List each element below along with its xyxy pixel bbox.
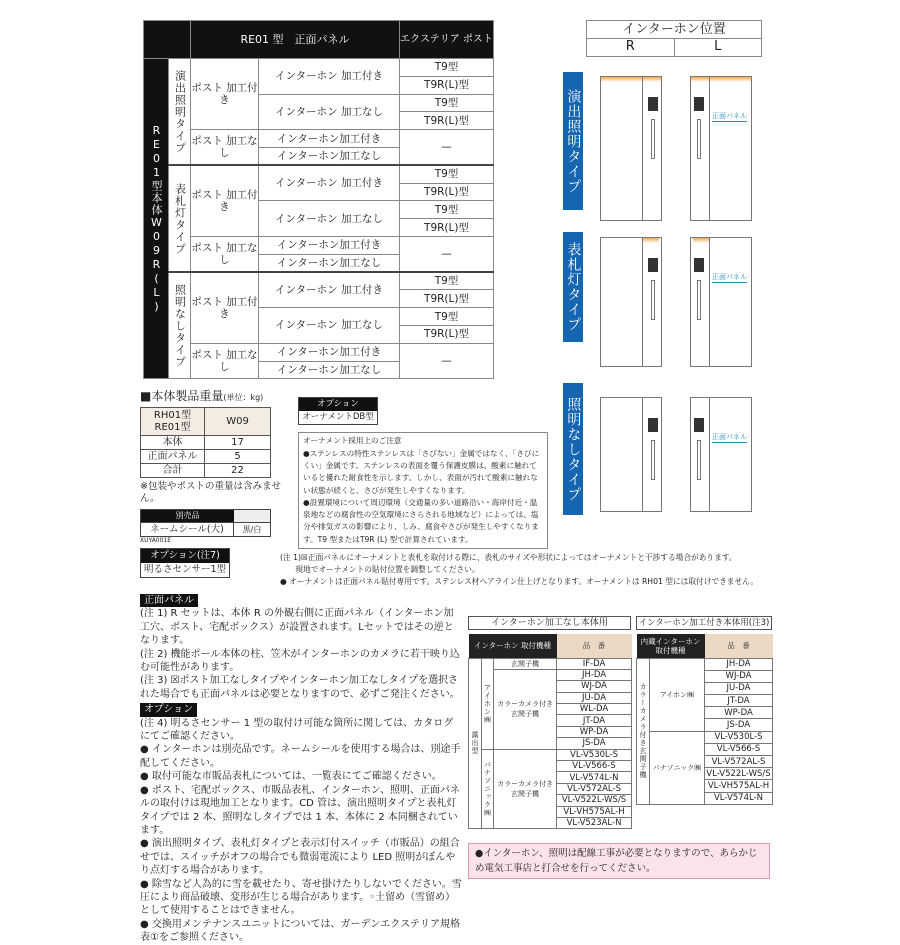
option-note: ● インターホンは別売品です。ネームシールを使用する場合は、別途手配してください。 — [140, 744, 461, 769]
intercom-with-cell: インターホン加工付き — [259, 343, 400, 361]
type-tab: 演出照明タイプ — [563, 72, 583, 210]
option-note: ● 除雪など人為的に雪を載せたり、寄せ掛けたりしないでください。雪圧により商品破壊、変形が生じる場合があります。◦土留め（雪留め）として使用することはできません。 — [140, 878, 462, 917]
post-t9: T9型 — [400, 165, 494, 183]
type-tab: 照明なしタイプ — [563, 383, 583, 515]
post-without-cell: ポスト 加工なし — [191, 343, 259, 379]
part-number: VL-V530L-S — [705, 731, 773, 743]
panel-spec-table — [143, 20, 494, 379]
table-row — [144, 236, 494, 254]
intercom-with-cell: インターホン 加工付き — [259, 165, 400, 201]
front-panel-header: 正面パネル — [140, 594, 198, 607]
position-title: インターホン位置 — [587, 21, 761, 39]
sold-item: ネームシール(大) — [141, 523, 234, 536]
intercom-with-cell: インターホン加工付き — [259, 130, 400, 148]
post-t9r: T9R(L)型 — [400, 76, 494, 94]
ornament-note: (注 1)☒正面パネルにオーナメントと表札を取付ける際に、表札のサイズや形状によってはオーナメントと干渉する場合があります。 — [280, 553, 737, 563]
part-number: IF-DA — [557, 658, 632, 669]
part-number: VL-V574L-N — [557, 772, 632, 783]
part-number: VL-V522L-WS/S — [706, 768, 771, 779]
part-number: JT-DA — [705, 695, 773, 707]
part-number: WL-DA — [557, 704, 632, 715]
weight-note: ※包装やポストの重量は含みません。 — [140, 481, 281, 505]
option-note: ● 交換用メンテナンスユニットについては、ガーデンエクステリア規格表①をご参照ください。 — [140, 918, 461, 944]
mount-cell: 露出型 — [469, 658, 482, 829]
weight-unit: (単位：kg) — [223, 393, 264, 403]
option-db-box — [298, 397, 378, 425]
intercom-section — [468, 616, 772, 879]
part-number: JT-DA — [557, 715, 632, 726]
post-t9: T9型 — [400, 59, 494, 77]
type-tab: 表札灯タイプ — [563, 232, 583, 342]
col-header: 品 番 — [557, 634, 632, 658]
intercom-tables — [468, 616, 772, 829]
wiring-note: ●インターホン、照明は配線工事が必要となりますので、あらかじめ電気工事店と打合せを行ってください。 — [468, 843, 770, 879]
post-without-cell: ポスト 加工なし — [191, 236, 259, 272]
table-row — [144, 59, 494, 77]
post-t9r: T9R(L)型 — [400, 219, 494, 237]
post-t9r: T9R(L)型 — [400, 325, 494, 343]
intercom-with-cell: インターホン加工付き — [259, 236, 400, 254]
option7-box — [140, 548, 230, 578]
table-row — [144, 165, 494, 183]
option-db-item: オーナメントDB型 — [302, 412, 374, 423]
post-t9: T9型 — [400, 94, 494, 112]
kind-cell: 玄関子機 — [494, 658, 557, 669]
part-number: JH-DA — [557, 669, 632, 680]
weight-h1: RH01型 RE01型 — [141, 408, 205, 436]
ornament-note: ● オーナメントは正面パネル貼付専用です。ステンレス材ヘアライン仕上げとなります。オーナメントは RH01 型には取付けできません。 — [280, 577, 759, 587]
caution-p2: ●設置環境について周辺環境（交通量の多い道路沿い・海岸付近・温泉地などの腐食性の空気環境にさらされる地域など）によっては、塩分や排気ガスの影響により、しみ、腐食やさびが発生しやすくなります。T9 型またはT9R (L) 型で計算されています。 — [303, 497, 539, 544]
part-number: VL-VH575AL-H — [705, 780, 773, 792]
part-number: VL-VH575AL-H — [557, 806, 632, 817]
panel-label: 正面パネル — [712, 112, 747, 120]
part-number: JU-DA — [557, 692, 632, 703]
part-number: WP-DA — [557, 726, 632, 737]
part-number: VL-V566-S — [705, 743, 773, 755]
option-note: ● 演出照明タイプ、表札灯タイプと表示灯付スイッチ（市販品）の組合せでは、スイッチがオフの場合でも微弱電流により LED 照明がぼんやり点灯する場合があります。 — [140, 838, 460, 877]
table-row — [637, 731, 773, 743]
table-row — [144, 272, 494, 290]
header-panel: RE01 型 正面パネル — [191, 21, 400, 59]
part-number: JH-DA — [705, 658, 773, 670]
weight-value: 22 — [205, 464, 271, 478]
panel-label: 正面パネル — [712, 273, 747, 281]
body-label: RE01型本体W09R(L) — [144, 59, 169, 379]
weight-label: 正面パネル — [141, 450, 205, 464]
part-number: VL-V523AL-N — [557, 817, 632, 828]
notes-section — [140, 594, 462, 945]
post-none: — — [400, 236, 494, 272]
intercom-none-title: インターホン加工なし本体用 — [468, 616, 631, 630]
sold-code: XUYA001E — [140, 537, 172, 545]
sold-color: 黒/白 — [242, 525, 262, 535]
sold-separately-table — [140, 509, 271, 537]
option-note: ● ポスト、宅配ボックス、市販品表札、インターホン、照明、正面パネルの取付けは現地加工となります。CD 管は、演出照明タイプと表札灯タイプでは 2 本、照明なしタイプでは 1 本、本体に 2 本同梱されています。 — [140, 784, 461, 836]
ornament-note: 現地でオーナメントの貼付位置を調整してください。 — [280, 565, 480, 575]
position-l: L — [714, 39, 722, 54]
intercom-with-block — [636, 616, 772, 805]
kind-cell: カラーカメラ付き 玄関子機 — [494, 669, 557, 749]
intercom-without-cell: インターホン 加工なし — [259, 94, 400, 130]
table-row — [469, 749, 632, 760]
maker-cell: パナソニック㈱ — [650, 731, 705, 804]
part-number: WJ-DA — [557, 681, 632, 692]
intercom-without-cell: インターホン加工なし — [259, 361, 400, 379]
maker-cell: パナソニック㈱ — [482, 749, 494, 829]
weight-title — [140, 389, 290, 405]
maker-cell: アイホン㈱ — [482, 658, 494, 749]
type-label: 照明なしタイプ — [169, 272, 191, 379]
caution-p1: ●ステンレスの特性ステンレスは「さびない」金属ではなく、「さびにくい」金属です。ステンレスの表面を覆う保護皮膜は、酸素に触れていると優れた耐食性を示します。しかし、表面が汚れて酸素に触れない状態が続くと、さびが発生しやすくなります。 — [303, 448, 540, 495]
caution-title: オーナメント採用上のご注意 — [303, 436, 402, 446]
maker-cell: アイホン㈱ — [650, 658, 705, 731]
corner-cell — [144, 21, 191, 59]
type-label: 表札灯タイプ — [169, 165, 191, 272]
document-body — [140, 20, 780, 945]
post-t9: T9型 — [400, 272, 494, 290]
weight-value: 5 — [205, 450, 271, 464]
weight-label: 本体 — [141, 436, 205, 450]
weight-table — [140, 407, 271, 478]
post-t9r: T9R(L)型 — [400, 112, 494, 130]
post-none: — — [400, 130, 494, 166]
intercom-none-block — [468, 616, 631, 829]
post-t9r: T9R(L)型 — [400, 290, 494, 308]
middle-section — [140, 389, 780, 588]
intercom-without-cell: インターホン 加工なし — [259, 308, 400, 344]
sold-header: 別売品 — [141, 510, 234, 522]
part-number: VL-V566-S — [557, 761, 632, 772]
front-panel-note: (注 2) 機能ポール本体の柱、笠木がインターホンのカメラに若干映り込む可能性があります。 — [140, 648, 460, 674]
weight-column — [140, 389, 290, 578]
post-with-cell: ポスト 加工付き — [191, 59, 259, 130]
weight-label: 合計 — [141, 464, 205, 478]
ornament-notes — [280, 552, 780, 588]
post-t9: T9型 — [400, 201, 494, 219]
option-note: ● 取付可能な市販品表札については、一覧表にてご確認ください。 — [140, 771, 442, 783]
intercom-without-cell: インターホン加工なし — [259, 254, 400, 272]
part-number: VL-V522L-WS/S — [557, 795, 632, 806]
post-without-cell: ポスト 加工なし — [191, 130, 259, 166]
front-panel-note: (注 1) R セットは、本体 R の外観右側に正面パネル（インターホン加工穴、ポスト、宅配ボックス）が設置されます。Lセットではその逆となります。 — [140, 608, 454, 647]
post-t9r: T9R(L)型 — [400, 183, 494, 201]
option-db-header: オプション — [299, 398, 377, 411]
intercom-with-title: インターホン加工付き本体用(注3) — [636, 616, 772, 630]
type-label: 演出照明タイプ — [169, 59, 191, 166]
post-t9: T9型 — [400, 308, 494, 326]
post-with-cell: ポスト 加工付き — [191, 272, 259, 343]
post-none: — — [400, 343, 494, 379]
lower-section — [140, 594, 780, 945]
option-section-header: オプション — [140, 703, 197, 716]
intercom-with-cell: インターホン 加工付き — [259, 272, 400, 308]
weight-title-text: ■本体製品重量 — [140, 389, 224, 404]
part-number: VL-V530L-S — [557, 749, 632, 760]
position-r: R — [587, 39, 675, 56]
option-note: (注 4) 明るさセンサー 1 型の取付け可能な箇所に関しては、カタログにてご確認ください。 — [140, 717, 454, 743]
part-number: VL-V572AL-S — [705, 756, 773, 768]
option7-header: オプション(注7) — [141, 549, 229, 563]
intercom-without-cell: インターホン加工なし — [259, 147, 400, 165]
intercom-with-table — [636, 634, 773, 805]
table-row — [144, 130, 494, 148]
table-row — [637, 658, 773, 670]
weight-h2: W09 — [205, 408, 271, 436]
post-with-cell: ポスト 加工付き — [191, 165, 259, 236]
front-panel-note: (注 3) ☒ポスト加工なしタイプやインターホン加工なしタイプを選択された場合でも正面パネルは必要となりますので、必ずご発注ください。 — [140, 675, 460, 700]
table-row — [144, 343, 494, 361]
part-number: JS-DA — [705, 719, 773, 731]
header-post: エクステリア ポスト — [400, 21, 494, 59]
intercom-without-cell: インターホン 加工なし — [259, 201, 400, 237]
panel-label: 正面パネル — [712, 433, 747, 441]
option7-item: 明るさセンサー1型 — [143, 564, 227, 576]
col-header: 品 番 — [705, 634, 773, 658]
table-row — [469, 658, 632, 669]
part-number: VL-V572AL-S — [557, 783, 632, 794]
kind-cell: カラーカメラ付き玄関子機 — [637, 658, 650, 804]
weight-value: 17 — [205, 436, 271, 450]
table-row — [469, 669, 632, 680]
part-number: WP-DA — [705, 707, 773, 719]
col-header: インターホン 取付機種 — [469, 634, 557, 658]
part-number: WJ-DA — [705, 670, 773, 682]
ornament-caution-box — [298, 432, 548, 549]
part-number: JU-DA — [705, 682, 773, 694]
kind-cell: カラーカメラ付き 玄関子機 — [494, 749, 557, 829]
col-header: 内蔵インターホン 取付機種 — [637, 634, 705, 658]
part-number: JS-DA — [557, 738, 632, 749]
intercom-none-table — [468, 634, 632, 829]
intercom-with-cell: インターホン 加工付き — [259, 59, 400, 95]
part-number: VL-V574L-N — [705, 792, 773, 804]
